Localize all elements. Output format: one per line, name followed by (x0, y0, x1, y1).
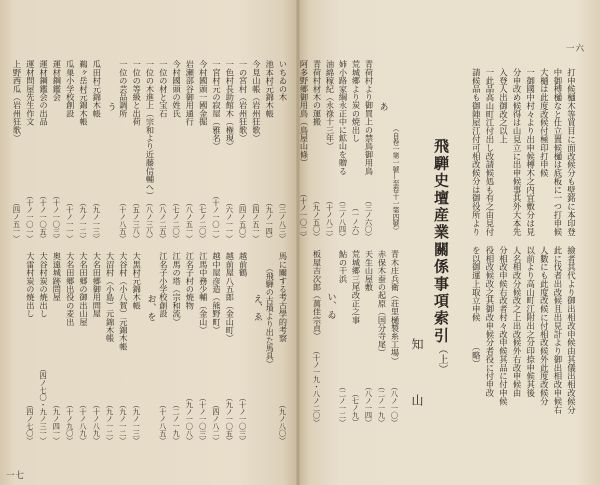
index-entry-reference: （九ノ一〇五） (225, 393, 235, 444)
index-entry-label: 瓜田村元錦木帳 (92, 60, 103, 118)
index-entry-reference: （八ノ三八） (145, 199, 155, 243)
index-entry-reference: （十ノ八二） (325, 196, 335, 240)
index-entry (24, 252, 37, 444)
index-range-note: （自卷一第一號—至卷十一第四號） (391, 125, 399, 234)
page-number-left: 一七 (6, 471, 26, 481)
index-entry-reference: （八ノ一〇） (390, 382, 400, 426)
index-entry-reference: （四ノ五〇） (238, 198, 248, 242)
index-entry-reference: （十ノ一〇一） (25, 191, 35, 242)
prose-line-text: 役相改候改之其御改申候分者役に付申改 (484, 246, 495, 398)
index-entry (50, 252, 63, 444)
article-title-volume: （上） (436, 344, 447, 375)
index-entry-reference: （十ノ一〇三） (52, 191, 62, 242)
index-entry-label: 大名田郷出役の麦出 (65, 252, 76, 326)
index-kana-heading-text: あ (377, 102, 388, 111)
index-entry-reference: （八ノ五一） (185, 198, 195, 242)
index-entry-label: 一の宮村（岩州狂歌） (238, 60, 249, 142)
index-entry-label: 越前鶴 (238, 252, 249, 277)
index-entry-reference: （十ノ一〇三） (198, 393, 208, 444)
index-entry-reference: （九ノ八〇） (278, 400, 288, 444)
index-kana-heading-text: お、を (145, 294, 156, 321)
prose-line-text: 人名相改分候改之上出改候外右改申候由 (512, 246, 523, 398)
index-entry-label: 江名子村の焼物 (185, 252, 196, 310)
prose-line-text: 請候品も御陣屋江付可相改候分は御役所より (471, 68, 482, 236)
index-entry-reference: （八ノ一四） (364, 382, 374, 426)
index-entry-label: 油綿稼紀（永祿十三年） (325, 60, 336, 151)
index-entry-label: 青木庄兵衛（荘里樋製糸工場） (390, 250, 401, 365)
index-entry-reference: （十ノ八五） (158, 400, 168, 444)
index-entry-reference: （七ノ二〇） (172, 198, 182, 242)
index-entry-label: 天生山屋敷 (364, 250, 375, 291)
index-entry (277, 252, 290, 444)
index-entry-reference: （二ノ一九） (377, 382, 387, 426)
index-entry-label: 江馬の塔（宗和流） (172, 252, 183, 326)
index-entry (64, 252, 77, 444)
index-entry-label: 岩瀬部谷御用通行 (185, 60, 196, 126)
index-entry-label: 大雷村炭の焼出し (25, 252, 36, 318)
index-entry-reference: （四ノ八二） (212, 400, 221, 444)
index-entry-label: 一位の材と宝石 (158, 60, 169, 118)
index-entry-reference: （四ノ五一） (251, 198, 261, 242)
index-entry (37, 252, 50, 444)
index-entry-reference: （八ノ二五） (158, 198, 168, 242)
index-entry-reference: （四ノ七〇） (25, 400, 35, 444)
index-entry-reference: （十ノ一〇一） (212, 191, 221, 242)
index-entry-reference: （九ノ五〇） (312, 196, 322, 240)
index-entry-label: 運材鋼鑑会 (52, 60, 63, 101)
index-entry-label: 一位の芸品調所 (118, 60, 129, 118)
index-entry-label: 大名田郷の御出山屋 (79, 252, 89, 326)
index-entry-reference: （九ノ一四） (265, 198, 275, 242)
index-entry-label: 赤保木蚕の起原（国分寺尾） (377, 250, 388, 357)
index-entry-label: 今見山帳（岩州狂歌） (251, 60, 262, 142)
index-entry-reference: （七ノ九） (351, 390, 361, 426)
index-entry-label: 一色村長助館木（権現） (225, 60, 236, 151)
index-entry (197, 252, 210, 444)
prose-line-text: 撿者其代より御出相改申候由其儀出相改候分 (566, 246, 577, 414)
page-number-right: 一六 (566, 44, 586, 54)
index-entry-reference: （九ノ一二） (118, 400, 128, 444)
index-entry-reference: （十ノ九〇） (65, 400, 75, 444)
index-entry-label: 青荷村材木の運搬 (312, 60, 323, 126)
index-entry-reference: （十ノ一〇三） (238, 393, 248, 444)
index-entry (104, 252, 117, 444)
index-entry-label: 運材問屋先生作文 (25, 60, 36, 126)
author-name: 知山 (410, 338, 424, 450)
index-entry (77, 252, 90, 444)
index-entry-reference: （十ノ一一） (65, 198, 75, 242)
prose-line-text: 一此品高山町江付出し改請候処も有之由見付 (484, 68, 495, 236)
index-entry-reference: （一ノ六） (351, 204, 361, 240)
index-entry-label: 今村國頭の姓氏 (172, 60, 183, 118)
index-kana-heading-text: え、ゑ (251, 294, 262, 321)
index-entry-label: 江名子小学校創設 (158, 252, 169, 318)
index-entry (237, 252, 250, 444)
index-entry-label: 姉小路家綱永正中に鉱山を贈る (338, 60, 349, 175)
index-entry-reference: （十ノ一九・八ノ二〇） (312, 346, 322, 426)
index-entry-label: 一宮村元の寂屋（雅名） (212, 60, 222, 151)
index-entry-reference: （九ノ一二） (79, 198, 88, 242)
index-entry-reference: （九ノ一二） (105, 400, 115, 444)
index-entry-label: 江馬中務少輔（金山） (198, 252, 209, 334)
index-kana-heading-text: う (105, 102, 116, 111)
index-entry-label: 運材鋼鑑会の出品 (39, 60, 50, 126)
index-entry-label: 奥遠城跡問屋 (52, 252, 63, 302)
index-entry-label: 荒城郷より炭の焼出し (351, 60, 362, 142)
index-entry-label: 今村國頭一國金掘 (198, 60, 209, 126)
index-entry-reference: （九ノ一〇八） (185, 393, 195, 444)
index-entry-reference: （九ノ一三） (132, 400, 142, 444)
index-entry-reference: （十ノ八九） (92, 400, 102, 444)
index-entry-reference: （四ノ五一） (12, 198, 22, 242)
index-entry-reference: （十ノ一〇五） (39, 191, 49, 242)
index-entry-label: 荒城郷三尾改正之事 (351, 250, 362, 324)
prose-line-text: 分相改申候右改者村々改申候其品に付申候 (498, 246, 509, 406)
index-entry-label: 一位の等級と出荷 (132, 60, 143, 126)
index-entry-label: 鵜ヶ岳村元錦木帳 (79, 60, 89, 126)
index-entry-label: いちゐの木 (278, 60, 289, 101)
index-entry-label: 青荷村より御買上の禁鳥御用鳥 (364, 60, 375, 175)
index-entry-reference: （二ノ一九） (172, 400, 182, 444)
index-entry-label: 板屋吉次郎（萬佳宗貞） (312, 250, 323, 341)
index-entry (90, 252, 103, 444)
index-kana-heading (144, 252, 157, 444)
index-entry-reference: （十ノ八九） (79, 400, 88, 444)
index-entry-reference: （四ノ七〇・九ノ三一） (39, 364, 49, 444)
index-entry-label: 大沼村（小島）元錦木帳 (105, 252, 116, 343)
index-entry-reference: （三ノ八三） (278, 198, 288, 242)
index-entry (157, 252, 170, 444)
prose-line-text: 分申改め候得は山見立に出申候事其外大本先 (512, 68, 523, 236)
index-entry-label: 大谷村（小八賀）元錦木帳 (118, 252, 129, 351)
index-kana-heading-text: い、ゐ (325, 292, 336, 319)
index-entry (210, 252, 223, 444)
index-entry-label: 池本村元錦木帳 (265, 60, 276, 118)
index-entry-reference: （三ノ六〇） (364, 196, 374, 240)
index-entry-reference: （七ノ二〇） (198, 198, 208, 242)
prose-line-text: 入登人出御改之以上 (498, 68, 509, 144)
index-entry-label: 大谷村炭の焼出し (39, 252, 50, 318)
index-entry (117, 252, 130, 444)
prose-line-text: 大樋は此度改候付極印打申候 (539, 68, 550, 178)
index-entry-reference: （十ノ一〇二） (299, 189, 309, 240)
index-entry-reference: （二ノ一二） (338, 382, 348, 426)
index-entry-reference: （三ノ八四） (338, 196, 348, 240)
index-entry-reference: （六ノ一一） (225, 198, 235, 242)
index-entry-label: 上野西瓜（岩州狂歌） (12, 60, 23, 142)
index-entry (223, 252, 236, 444)
index-entry-subtitle-text: （飛騨の古墳より出た馬具） (265, 264, 275, 368)
index-entry (130, 252, 143, 444)
index-entry (170, 252, 183, 444)
index-entry-label: 大黒村元錦木帳 (132, 252, 143, 310)
index-entry-reference: （九ノ四一） (52, 400, 62, 444)
index-kana-heading (250, 252, 263, 444)
article-title: 飛騨史壇産業關係事項索引 (432, 138, 450, 345)
index-entry-label: 阿多野郷御用鳥（鳥屋山條） (299, 60, 310, 167)
prose-line-text: 以前より高山町江附出之分印捺申候其後 (525, 246, 536, 398)
index-entry-label: 越前屋八五郎（金山町） (225, 252, 236, 343)
index-entry-label: 瓜巣小学校創設 (65, 60, 76, 118)
prose-line-text: 中御榑樋なと仕立置候樋は底板に一つ打申候 (552, 68, 563, 236)
index-entry-subtitle (263, 252, 276, 444)
prose-line-text: を以御運上取立申候 （略） (471, 246, 482, 368)
index-entry-label: 鮎の干浜 (338, 250, 349, 283)
index-entry (183, 252, 196, 444)
prose-line-text: 人數にも此度改候に付相改候外此度改候分 (539, 246, 550, 406)
index-entry-reference: （九ノ一三） (92, 198, 102, 242)
prose-line-text: 此に伐者出改候且出見計より御出相改申候右 (552, 246, 563, 414)
index-entry-label: 大名田郷御用問屋 (92, 252, 103, 318)
index-entry-label: 越中屋彦造（熊野町） (212, 252, 222, 334)
prose-line-text: 一御國中村々より出申候榑木之内宜敷分は見 (525, 68, 536, 236)
index-entry-reference: （五ノ三八） (132, 198, 142, 242)
index-entry-label: 馬に關する考古學的考察 (278, 252, 289, 343)
index-entry-label: 一位の木進上（宗和より近藤信輔へ） (145, 60, 156, 200)
prose-line-text: 打申候樋木等買目に面改候分も壁銘に本印登 (566, 68, 577, 236)
index-entry-reference: （十ノ八五） (118, 198, 128, 242)
